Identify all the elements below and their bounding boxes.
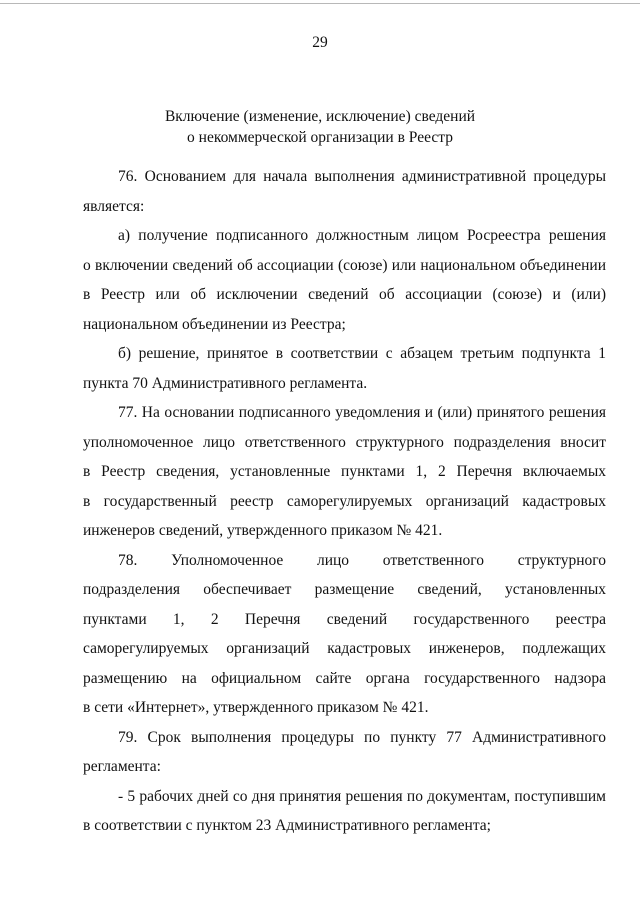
paragraph-line: 79. Срок выполнения процедуры по пункту 77 Административного	[118, 728, 606, 746]
paragraph-line: 78. Уполномоченное лицо ответственного структурного	[118, 551, 606, 569]
paragraph-line: в соответствии с пунктом 23 Административного регламента;	[83, 817, 491, 834]
paragraph-line: б) решение, принятое в соответствии с абзацем третьим подпункта 1	[118, 345, 606, 362]
document-body	[83, 162, 606, 841]
paragraph-76	[83, 162, 606, 221]
paragraph-78	[83, 546, 606, 723]
paragraph-line: в Реестр сведения, установленные пунктами 1, 2 Перечня включаемых	[83, 463, 606, 480]
paragraph-line: в государственный реестр саморегулируемых организаций кадастровых	[83, 492, 606, 510]
paragraph-76-a	[83, 221, 606, 339]
paragraph-76-b	[83, 339, 606, 398]
paragraph-line: уполномоченное лицо ответственного структурного подразделения вносит	[83, 433, 606, 451]
section-heading-line-1: Включение (изменение, исключение) сведений	[164, 108, 476, 125]
paragraph-line: в Реестр или об исключении сведений об ассоциации (союзе) и (или)	[83, 286, 606, 303]
paragraph-line: саморегулируемых организаций кадастровых инженеров, подлежащих	[83, 640, 606, 657]
paragraph-line: регламента:	[83, 758, 161, 775]
paragraph-line: инженеров сведений, утвержденного приказом № 421.	[83, 522, 443, 539]
paragraph-line: о включении сведений об ассоциации (союзе) или национальном объединении	[83, 256, 606, 274]
paragraph-line: подразделения обеспечивает размещение сведений, установленных	[83, 581, 606, 598]
page-number: 29	[312, 34, 328, 51]
top-rule	[0, 3, 640, 4]
section-heading-line-2: о некоммерческой организации в Реестр	[187, 129, 453, 146]
paragraph-line: - 5 рабочих дней со дня принятия решения по документам, поступившим	[118, 787, 606, 805]
section-heading	[0, 106, 640, 148]
paragraph-line: 77. На основании подписанного уведомления и (или) принятого решения	[118, 404, 606, 421]
paragraph-line: 76. Основанием для начала выполнения административной процедуры	[118, 168, 606, 185]
paragraph-77	[83, 398, 606, 546]
paragraph-line: пункта 70 Административного регламента.	[83, 374, 368, 392]
paragraph-line: а) получение подписанного должностным лицом Росреестра решения	[118, 227, 606, 244]
paragraph-line: является:	[83, 197, 145, 215]
paragraph-line: размещению на официальном сайте органа государственного надзора	[83, 669, 606, 687]
paragraph-79	[83, 723, 606, 782]
paragraph-line: пунктами 1, 2 Перечня сведений государственного реестра	[83, 610, 606, 628]
paragraph-79-item	[83, 782, 606, 841]
paragraph-line: национальном объединении из Реестра;	[83, 315, 346, 333]
paragraph-line: в сети «Интернет», утвержденного приказом № 421.	[83, 699, 429, 716]
